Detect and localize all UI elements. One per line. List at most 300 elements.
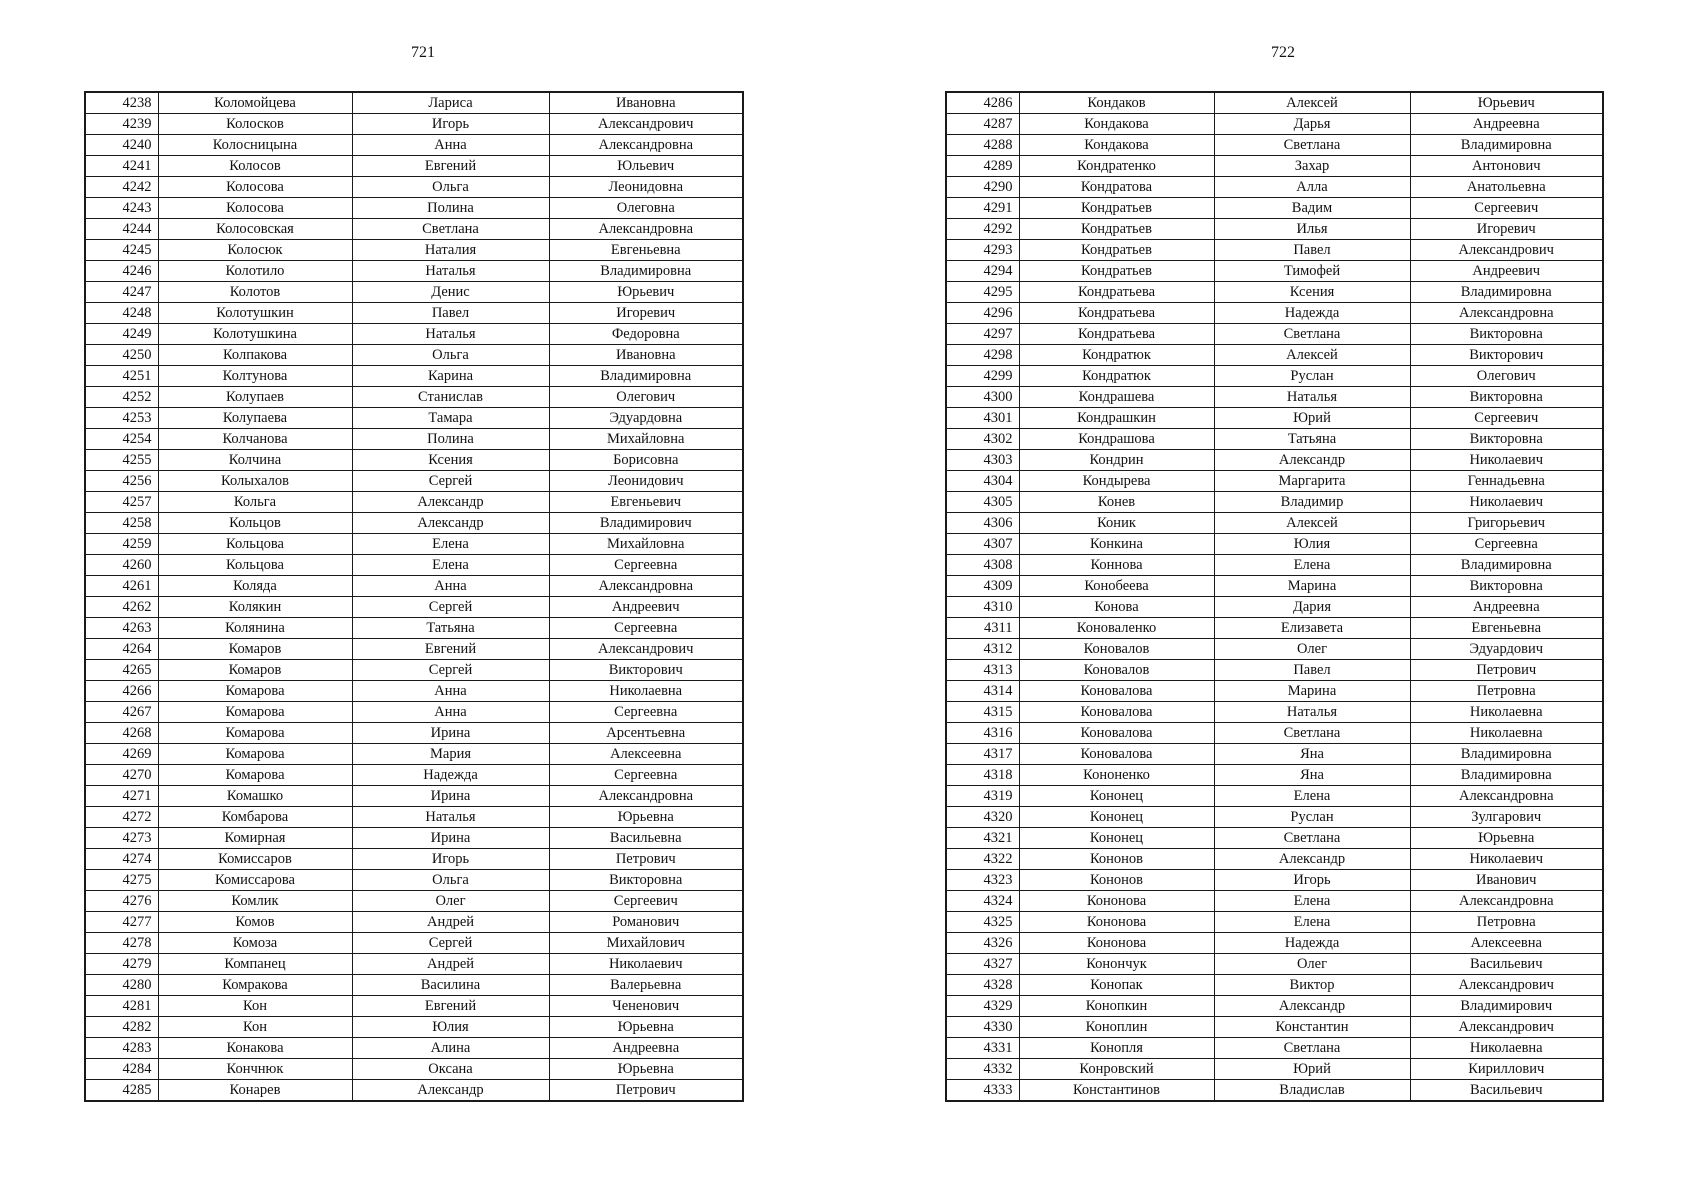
table-row — [946, 177, 1603, 198]
given-name-cell: Павел — [1214, 660, 1410, 681]
surname-cell: Кононов — [1019, 849, 1214, 870]
page-number-left: 721 — [411, 44, 435, 61]
surname-cell: Кончнюк — [158, 1059, 352, 1080]
table-row — [946, 660, 1603, 681]
surname-cell: Кононова — [1019, 912, 1214, 933]
patronymic-cell: Валерьевна — [549, 975, 743, 996]
given-name-cell: Надежда — [1214, 303, 1410, 324]
given-name-cell: Наталья — [352, 807, 549, 828]
table-row — [85, 135, 743, 156]
given-name-cell: Александр — [1214, 996, 1410, 1017]
entry-number-cell: 4291 — [946, 198, 1019, 219]
entry-number-cell: 4246 — [85, 261, 158, 282]
patronymic-cell: Евгеньевна — [549, 240, 743, 261]
given-name-cell: Полина — [352, 198, 549, 219]
surname-cell: Кондрашова — [1019, 429, 1214, 450]
table-row — [85, 828, 743, 849]
patronymic-cell: Эдуардович — [1410, 639, 1603, 660]
surname-cell: Кондратьев — [1019, 261, 1214, 282]
patronymic-cell: Михайловна — [549, 534, 743, 555]
given-name-cell: Елена — [1214, 891, 1410, 912]
patronymic-cell: Юрьевич — [1410, 92, 1603, 114]
surname-cell: Кондратюк — [1019, 366, 1214, 387]
entry-number-cell: 4258 — [85, 513, 158, 534]
entry-number-cell: 4308 — [946, 555, 1019, 576]
entry-number-cell: 4279 — [85, 954, 158, 975]
patronymic-cell: Владимирович — [1410, 996, 1603, 1017]
given-name-cell: Анна — [352, 702, 549, 723]
patronymic-cell: Юрьевна — [549, 807, 743, 828]
table-row — [85, 513, 743, 534]
patronymic-cell: Леонидович — [549, 471, 743, 492]
table-row — [85, 534, 743, 555]
patronymic-cell: Игоревич — [1410, 219, 1603, 240]
patronymic-cell: Викторович — [1410, 345, 1603, 366]
given-name-cell: Ольга — [352, 345, 549, 366]
table-row — [85, 807, 743, 828]
surname-cell: Кондратова — [1019, 177, 1214, 198]
surname-cell: Коннова — [1019, 555, 1214, 576]
patronymic-cell: Владимировна — [1410, 555, 1603, 576]
surname-cell: Кононец — [1019, 828, 1214, 849]
table-row — [85, 975, 743, 996]
table-row — [946, 492, 1603, 513]
surname-cell: Колосков — [158, 114, 352, 135]
given-name-cell: Ирина — [352, 723, 549, 744]
entry-number-cell: 4313 — [946, 660, 1019, 681]
table-row — [85, 240, 743, 261]
given-name-cell: Надежда — [352, 765, 549, 786]
patronymic-cell: Александровна — [549, 786, 743, 807]
given-name-cell: Павел — [352, 303, 549, 324]
table-row — [946, 282, 1603, 303]
entry-number-cell: 4285 — [85, 1080, 158, 1102]
entry-number-cell: 4244 — [85, 219, 158, 240]
entry-number-cell: 4263 — [85, 618, 158, 639]
patronymic-cell: Чененович — [549, 996, 743, 1017]
patronymic-cell: Николаевич — [1410, 450, 1603, 471]
table-row — [85, 849, 743, 870]
surname-cell: Кондырева — [1019, 471, 1214, 492]
surname-cell: Колянина — [158, 618, 352, 639]
table-row — [946, 828, 1603, 849]
patronymic-cell: Сергеевна — [549, 765, 743, 786]
surname-cell: Кондратьев — [1019, 219, 1214, 240]
given-name-cell: Надежда — [1214, 933, 1410, 954]
surname-cell: Комов — [158, 912, 352, 933]
given-name-cell: Олег — [1214, 954, 1410, 975]
entry-number-cell: 4259 — [85, 534, 158, 555]
entry-number-cell: 4329 — [946, 996, 1019, 1017]
surname-cell: Колотов — [158, 282, 352, 303]
surname-cell: Кондрин — [1019, 450, 1214, 471]
surname-cell: Колыхалов — [158, 471, 352, 492]
given-name-cell: Владислав — [1214, 1080, 1410, 1102]
surname-cell: Колпакова — [158, 345, 352, 366]
surname-cell: Конобеева — [1019, 576, 1214, 597]
table-row — [946, 870, 1603, 891]
surname-cell: Комиссарова — [158, 870, 352, 891]
table-row — [85, 282, 743, 303]
table-row — [946, 387, 1603, 408]
entry-number-cell: 4251 — [85, 366, 158, 387]
entry-number-cell: 4286 — [946, 92, 1019, 114]
patronymic-cell: Петровна — [1410, 912, 1603, 933]
given-name-cell: Ирина — [352, 786, 549, 807]
given-name-cell: Алина — [352, 1038, 549, 1059]
patronymic-cell: Олегович — [1410, 366, 1603, 387]
entry-number-cell: 4241 — [85, 156, 158, 177]
entry-number-cell: 4325 — [946, 912, 1019, 933]
patronymic-cell: Олегович — [549, 387, 743, 408]
surname-cell: Константинов — [1019, 1080, 1214, 1102]
entry-number-cell: 4321 — [946, 828, 1019, 849]
table-row — [946, 933, 1603, 954]
table-row — [946, 975, 1603, 996]
surname-cell: Комирная — [158, 828, 352, 849]
entry-number-cell: 4249 — [85, 324, 158, 345]
patronymic-cell: Андреевна — [1410, 114, 1603, 135]
given-name-cell: Вадим — [1214, 198, 1410, 219]
table-row — [946, 261, 1603, 282]
patronymic-cell: Викторовна — [549, 870, 743, 891]
surname-cell: Кондакова — [1019, 114, 1214, 135]
given-name-cell: Павел — [1214, 240, 1410, 261]
entry-number-cell: 4304 — [946, 471, 1019, 492]
given-name-cell: Сергей — [352, 471, 549, 492]
surname-cell: Колчанова — [158, 429, 352, 450]
surname-cell: Комоза — [158, 933, 352, 954]
surname-cell: Колотушкина — [158, 324, 352, 345]
given-name-cell: Татьяна — [1214, 429, 1410, 450]
entry-number-cell: 4272 — [85, 807, 158, 828]
table-row — [85, 618, 743, 639]
surname-cell: Колотило — [158, 261, 352, 282]
patronymic-cell: Владимировна — [1410, 135, 1603, 156]
given-name-cell: Яна — [1214, 744, 1410, 765]
table-row — [946, 891, 1603, 912]
table-row — [85, 660, 743, 681]
table-row — [85, 786, 743, 807]
given-name-cell: Ольга — [352, 177, 549, 198]
surname-cell: Конончук — [1019, 954, 1214, 975]
patronymic-cell: Николаевич — [549, 954, 743, 975]
given-name-cell: Наталия — [352, 240, 549, 261]
entry-number-cell: 4309 — [946, 576, 1019, 597]
entry-number-cell: 4268 — [85, 723, 158, 744]
patronymic-cell: Сергеевна — [549, 702, 743, 723]
given-name-cell: Татьяна — [352, 618, 549, 639]
roster-table-left — [84, 91, 744, 1102]
entry-number-cell: 4290 — [946, 177, 1019, 198]
patronymic-cell: Арсентьевна — [549, 723, 743, 744]
patronymic-cell: Григорьевич — [1410, 513, 1603, 534]
surname-cell: Кононова — [1019, 891, 1214, 912]
table-row — [85, 345, 743, 366]
entry-number-cell: 4298 — [946, 345, 1019, 366]
given-name-cell: Елена — [1214, 912, 1410, 933]
patronymic-cell: Викторович — [549, 660, 743, 681]
patronymic-cell: Петровна — [1410, 681, 1603, 702]
entry-number-cell: 4302 — [946, 429, 1019, 450]
patronymic-cell: Эдуардовна — [549, 408, 743, 429]
table-row — [946, 1080, 1603, 1102]
given-name-cell: Наталья — [1214, 387, 1410, 408]
patronymic-cell: Борисовна — [549, 450, 743, 471]
entry-number-cell: 4322 — [946, 849, 1019, 870]
entry-number-cell: 4310 — [946, 597, 1019, 618]
surname-cell: Комаров — [158, 639, 352, 660]
patronymic-cell: Александровна — [1410, 303, 1603, 324]
given-name-cell: Олег — [1214, 639, 1410, 660]
entry-number-cell: 4318 — [946, 765, 1019, 786]
patronymic-cell: Зулгарович — [1410, 807, 1603, 828]
table-row — [946, 240, 1603, 261]
patronymic-cell: Сергеевич — [549, 891, 743, 912]
entry-number-cell: 4257 — [85, 492, 158, 513]
surname-cell: Колосницына — [158, 135, 352, 156]
table-row — [946, 996, 1603, 1017]
given-name-cell: Евгений — [352, 639, 549, 660]
surname-cell: Кондакова — [1019, 135, 1214, 156]
surname-cell: Конопля — [1019, 1038, 1214, 1059]
table-row — [946, 198, 1603, 219]
entry-number-cell: 4271 — [85, 786, 158, 807]
table-row — [946, 534, 1603, 555]
surname-cell: Колотушкин — [158, 303, 352, 324]
surname-cell: Колосова — [158, 198, 352, 219]
patronymic-cell: Александровна — [549, 219, 743, 240]
patronymic-cell: Владимировна — [1410, 765, 1603, 786]
surname-cell: Конопак — [1019, 975, 1214, 996]
table-row — [85, 366, 743, 387]
surname-cell: Кондратьева — [1019, 303, 1214, 324]
entry-number-cell: 4254 — [85, 429, 158, 450]
patronymic-cell: Николаевич — [1410, 849, 1603, 870]
table-row — [85, 198, 743, 219]
patronymic-cell: Александрович — [1410, 240, 1603, 261]
entry-number-cell: 4238 — [85, 92, 158, 114]
surname-cell: Колупаева — [158, 408, 352, 429]
table-row — [85, 576, 743, 597]
entry-number-cell: 4326 — [946, 933, 1019, 954]
entry-number-cell: 4248 — [85, 303, 158, 324]
table-row — [946, 849, 1603, 870]
given-name-cell: Наталья — [352, 324, 549, 345]
given-name-cell: Яна — [1214, 765, 1410, 786]
surname-cell: Конакова — [158, 1038, 352, 1059]
patronymic-cell: Сергеевич — [1410, 408, 1603, 429]
given-name-cell: Ксения — [1214, 282, 1410, 303]
patronymic-cell: Петрович — [549, 849, 743, 870]
given-name-cell: Сергей — [352, 597, 549, 618]
given-name-cell: Елена — [1214, 786, 1410, 807]
given-name-cell: Наталья — [1214, 702, 1410, 723]
entry-number-cell: 4289 — [946, 156, 1019, 177]
entry-number-cell: 4240 — [85, 135, 158, 156]
table-row — [85, 92, 743, 114]
patronymic-cell: Сергеевна — [549, 618, 743, 639]
entry-number-cell: 4260 — [85, 555, 158, 576]
table-row — [946, 366, 1603, 387]
table-row — [946, 765, 1603, 786]
surname-cell: Колосов — [158, 156, 352, 177]
table-row — [85, 1017, 743, 1038]
given-name-cell: Светлана — [352, 219, 549, 240]
given-name-cell: Олег — [352, 891, 549, 912]
given-name-cell: Мария — [352, 744, 549, 765]
entry-number-cell: 4307 — [946, 534, 1019, 555]
patronymic-cell: Юльевич — [549, 156, 743, 177]
surname-cell: Комбарова — [158, 807, 352, 828]
table-row — [946, 555, 1603, 576]
surname-cell: Коноваленко — [1019, 618, 1214, 639]
entry-number-cell: 4264 — [85, 639, 158, 660]
given-name-cell: Андрей — [352, 954, 549, 975]
patronymic-cell: Андреевна — [1410, 597, 1603, 618]
entry-number-cell: 4311 — [946, 618, 1019, 639]
patronymic-cell: Николаевна — [1410, 1038, 1603, 1059]
patronymic-cell: Михайловна — [549, 429, 743, 450]
patronymic-cell: Васильевна — [549, 828, 743, 849]
surname-cell: Колосовская — [158, 219, 352, 240]
surname-cell: Кольцова — [158, 534, 352, 555]
given-name-cell: Руслан — [1214, 807, 1410, 828]
patronymic-cell: Викторовна — [1410, 576, 1603, 597]
given-name-cell: Анна — [352, 681, 549, 702]
entry-number-cell: 4282 — [85, 1017, 158, 1038]
patronymic-cell: Андреевич — [549, 597, 743, 618]
given-name-cell: Игорь — [352, 114, 549, 135]
table-row — [946, 576, 1603, 597]
entry-number-cell: 4305 — [946, 492, 1019, 513]
entry-number-cell: 4274 — [85, 849, 158, 870]
given-name-cell: Игорь — [352, 849, 549, 870]
given-name-cell: Алла — [1214, 177, 1410, 198]
patronymic-cell: Игоревич — [549, 303, 743, 324]
surname-cell: Колосова — [158, 177, 352, 198]
table-row — [946, 92, 1603, 114]
table-row — [946, 912, 1603, 933]
table-row — [946, 156, 1603, 177]
entry-number-cell: 4250 — [85, 345, 158, 366]
surname-cell: Комарова — [158, 744, 352, 765]
surname-cell: Кондрашева — [1019, 387, 1214, 408]
given-name-cell: Полина — [352, 429, 549, 450]
surname-cell: Коновалова — [1019, 702, 1214, 723]
given-name-cell: Карина — [352, 366, 549, 387]
table-row — [85, 177, 743, 198]
patronymic-cell: Петрович — [549, 1080, 743, 1102]
surname-cell: Коновалова — [1019, 723, 1214, 744]
surname-cell: Колчина — [158, 450, 352, 471]
surname-cell: Кон — [158, 1017, 352, 1038]
given-name-cell: Александр — [352, 1080, 549, 1102]
patronymic-cell: Николаевна — [1410, 702, 1603, 723]
surname-cell: Колосюк — [158, 240, 352, 261]
given-name-cell: Ирина — [352, 828, 549, 849]
given-name-cell: Алексей — [1214, 92, 1410, 114]
entry-number-cell: 4324 — [946, 891, 1019, 912]
patronymic-cell: Александрович — [549, 639, 743, 660]
table-row — [946, 702, 1603, 723]
surname-cell: Коновалов — [1019, 639, 1214, 660]
surname-cell: Комарова — [158, 702, 352, 723]
patronymic-cell: Николаевич — [1410, 492, 1603, 513]
table-row — [85, 744, 743, 765]
entry-number-cell: 4288 — [946, 135, 1019, 156]
entry-number-cell: 4294 — [946, 261, 1019, 282]
table-row — [85, 1080, 743, 1102]
entry-number-cell: 4292 — [946, 219, 1019, 240]
given-name-cell: Александр — [1214, 450, 1410, 471]
patronymic-cell: Николаевна — [1410, 723, 1603, 744]
given-name-cell: Ксения — [352, 450, 549, 471]
given-name-cell: Юрий — [1214, 408, 1410, 429]
patronymic-cell: Романович — [549, 912, 743, 933]
entry-number-cell: 4245 — [85, 240, 158, 261]
given-name-cell: Андрей — [352, 912, 549, 933]
surname-cell: Комиссаров — [158, 849, 352, 870]
given-name-cell: Александр — [1214, 849, 1410, 870]
entry-number-cell: 4256 — [85, 471, 158, 492]
given-name-cell: Лариса — [352, 92, 549, 114]
entry-number-cell: 4255 — [85, 450, 158, 471]
entry-number-cell: 4299 — [946, 366, 1019, 387]
entry-number-cell: 4319 — [946, 786, 1019, 807]
entry-number-cell: 4281 — [85, 996, 158, 1017]
entry-number-cell: 4270 — [85, 765, 158, 786]
patronymic-cell: Кириллович — [1410, 1059, 1603, 1080]
surname-cell: Комарова — [158, 765, 352, 786]
table-row — [85, 114, 743, 135]
surname-cell: Кононец — [1019, 807, 1214, 828]
patronymic-cell: Анатольевна — [1410, 177, 1603, 198]
patronymic-cell: Ивановна — [549, 345, 743, 366]
entry-number-cell: 4293 — [946, 240, 1019, 261]
table-row — [85, 324, 743, 345]
surname-cell: Кондратьева — [1019, 324, 1214, 345]
given-name-cell: Сергей — [352, 933, 549, 954]
table-row — [946, 408, 1603, 429]
given-name-cell: Маргарита — [1214, 471, 1410, 492]
entry-number-cell: 4280 — [85, 975, 158, 996]
surname-cell: Комашко — [158, 786, 352, 807]
entry-number-cell: 4253 — [85, 408, 158, 429]
patronymic-cell: Александрович — [549, 114, 743, 135]
surname-cell: Коновалова — [1019, 744, 1214, 765]
surname-cell: Конарев — [158, 1080, 352, 1102]
entry-number-cell: 4303 — [946, 450, 1019, 471]
table-row — [85, 261, 743, 282]
table-row — [946, 597, 1603, 618]
table-row — [946, 681, 1603, 702]
entry-number-cell: 4332 — [946, 1059, 1019, 1080]
given-name-cell: Наталья — [352, 261, 549, 282]
surname-cell: Кондратенко — [1019, 156, 1214, 177]
given-name-cell: Виктор — [1214, 975, 1410, 996]
given-name-cell: Марина — [1214, 576, 1410, 597]
given-name-cell: Светлана — [1214, 1038, 1410, 1059]
table-row — [85, 1038, 743, 1059]
table-row — [946, 1038, 1603, 1059]
patronymic-cell: Петрович — [1410, 660, 1603, 681]
table-row — [85, 597, 743, 618]
table-row — [946, 450, 1603, 471]
surname-cell: Комарова — [158, 681, 352, 702]
given-name-cell: Руслан — [1214, 366, 1410, 387]
entry-number-cell: 4328 — [946, 975, 1019, 996]
